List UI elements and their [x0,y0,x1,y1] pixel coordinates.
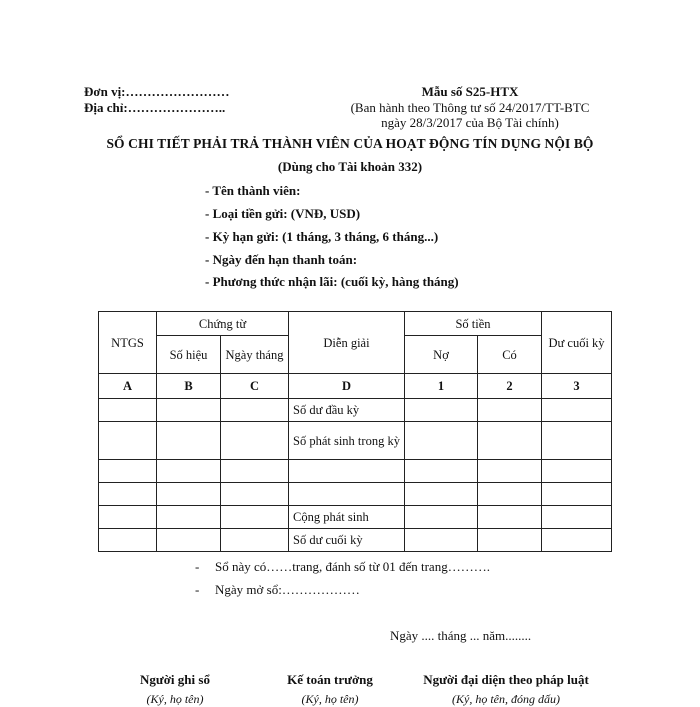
row-description: Cộng phát sinh [289,506,405,529]
row-description: Số dư đầu kỳ [289,399,405,422]
note-page-count-text: Sổ này có……trang, đánh số từ 01 đến trang………. [215,559,490,574]
table-row [99,422,612,460]
note-open-date-text: Ngày mở sổ:……………… [215,582,360,597]
issued-by-line-2: ngày 28/3/2017 của Bộ Tài chính) [381,115,559,130]
code-cell: 2 [478,374,542,399]
form-number: Mẫu số S25-HTX [421,84,519,99]
document-title: SỔ CHI TIẾT PHẢI TRẢ THÀNH VIÊN CỦA HOẠT ĐỘNG TÍN DỤNG NỘI BỘ [106,136,594,151]
header-row-1 [99,312,612,336]
signature-recorder-note: (Ký, họ tên) [146,692,204,706]
header-ntgs: NTGS [99,312,157,374]
field-deposit-currency: - Loại tiền gửi: (VNĐ, USD) [205,206,361,221]
bullet-dash: - [195,582,200,597]
signature-chief-accountant: Kế toán trưởng [287,672,373,687]
code-cell: 3 [542,374,612,399]
code-cell: C [221,374,289,399]
header-debit: Nợ [405,336,478,374]
bullet-dash: - [195,559,200,574]
field-due-date: - Ngày đến hạn thanh toán: [205,252,358,267]
ledger-table [98,311,612,552]
field-deposit-term: - Kỳ hạn gửi: (1 tháng, 3 tháng, 6 tháng...) [205,229,439,244]
date-line: Ngày .... tháng ... năm........ [390,628,532,643]
header-closing-balance: Dư cuối kỳ [542,312,612,374]
code-cell: D [289,374,405,399]
address-line: Địa chỉ:………………….. [84,100,226,115]
table-row [99,483,612,506]
note-open-date [195,582,360,598]
table-row [99,399,612,422]
signature-recorder: Người ghi sổ [140,672,210,687]
column-code-row [99,374,612,399]
row-description: Số phát sinh trong kỳ [289,422,405,460]
header-description: Diễn giải [289,312,405,374]
table-row [99,460,612,483]
row-description [289,483,405,506]
field-interest-method: - Phương thức nhận lãi: (cuối kỳ, hàng tháng) [205,274,459,289]
header-credit: Có [478,336,542,374]
document-subtitle: (Dùng cho Tài khoản 332) [277,159,423,174]
unit-line: Đơn vị:…………………… [84,84,230,99]
header-voucher-date: Ngày tháng [221,336,289,374]
code-cell: B [157,374,221,399]
form-reference-block [330,84,610,131]
signature-legal-representative: Người đại diện theo pháp luật [423,672,589,687]
note-page-count [195,559,490,575]
issued-by-line-1: (Ban hành theo Thông tư số 24/2017/TT-BTC [350,99,590,115]
header-amount-group: Số tiền [405,312,542,336]
table-row [99,529,612,552]
code-cell: 1 [405,374,478,399]
header-voucher-number: Số hiệu [157,336,221,374]
row-description [289,460,405,483]
header-voucher-group: Chứng từ [157,312,289,336]
signature-legal-note: (Ký, họ tên, đóng dấu) [452,692,560,706]
field-member-name: - Tên thành viên: [205,183,301,198]
table-row [99,506,612,529]
code-cell: A [99,374,157,399]
signature-chief-note: (Ký, họ tên) [301,692,359,706]
row-description: Số dư cuối kỳ [289,529,405,552]
